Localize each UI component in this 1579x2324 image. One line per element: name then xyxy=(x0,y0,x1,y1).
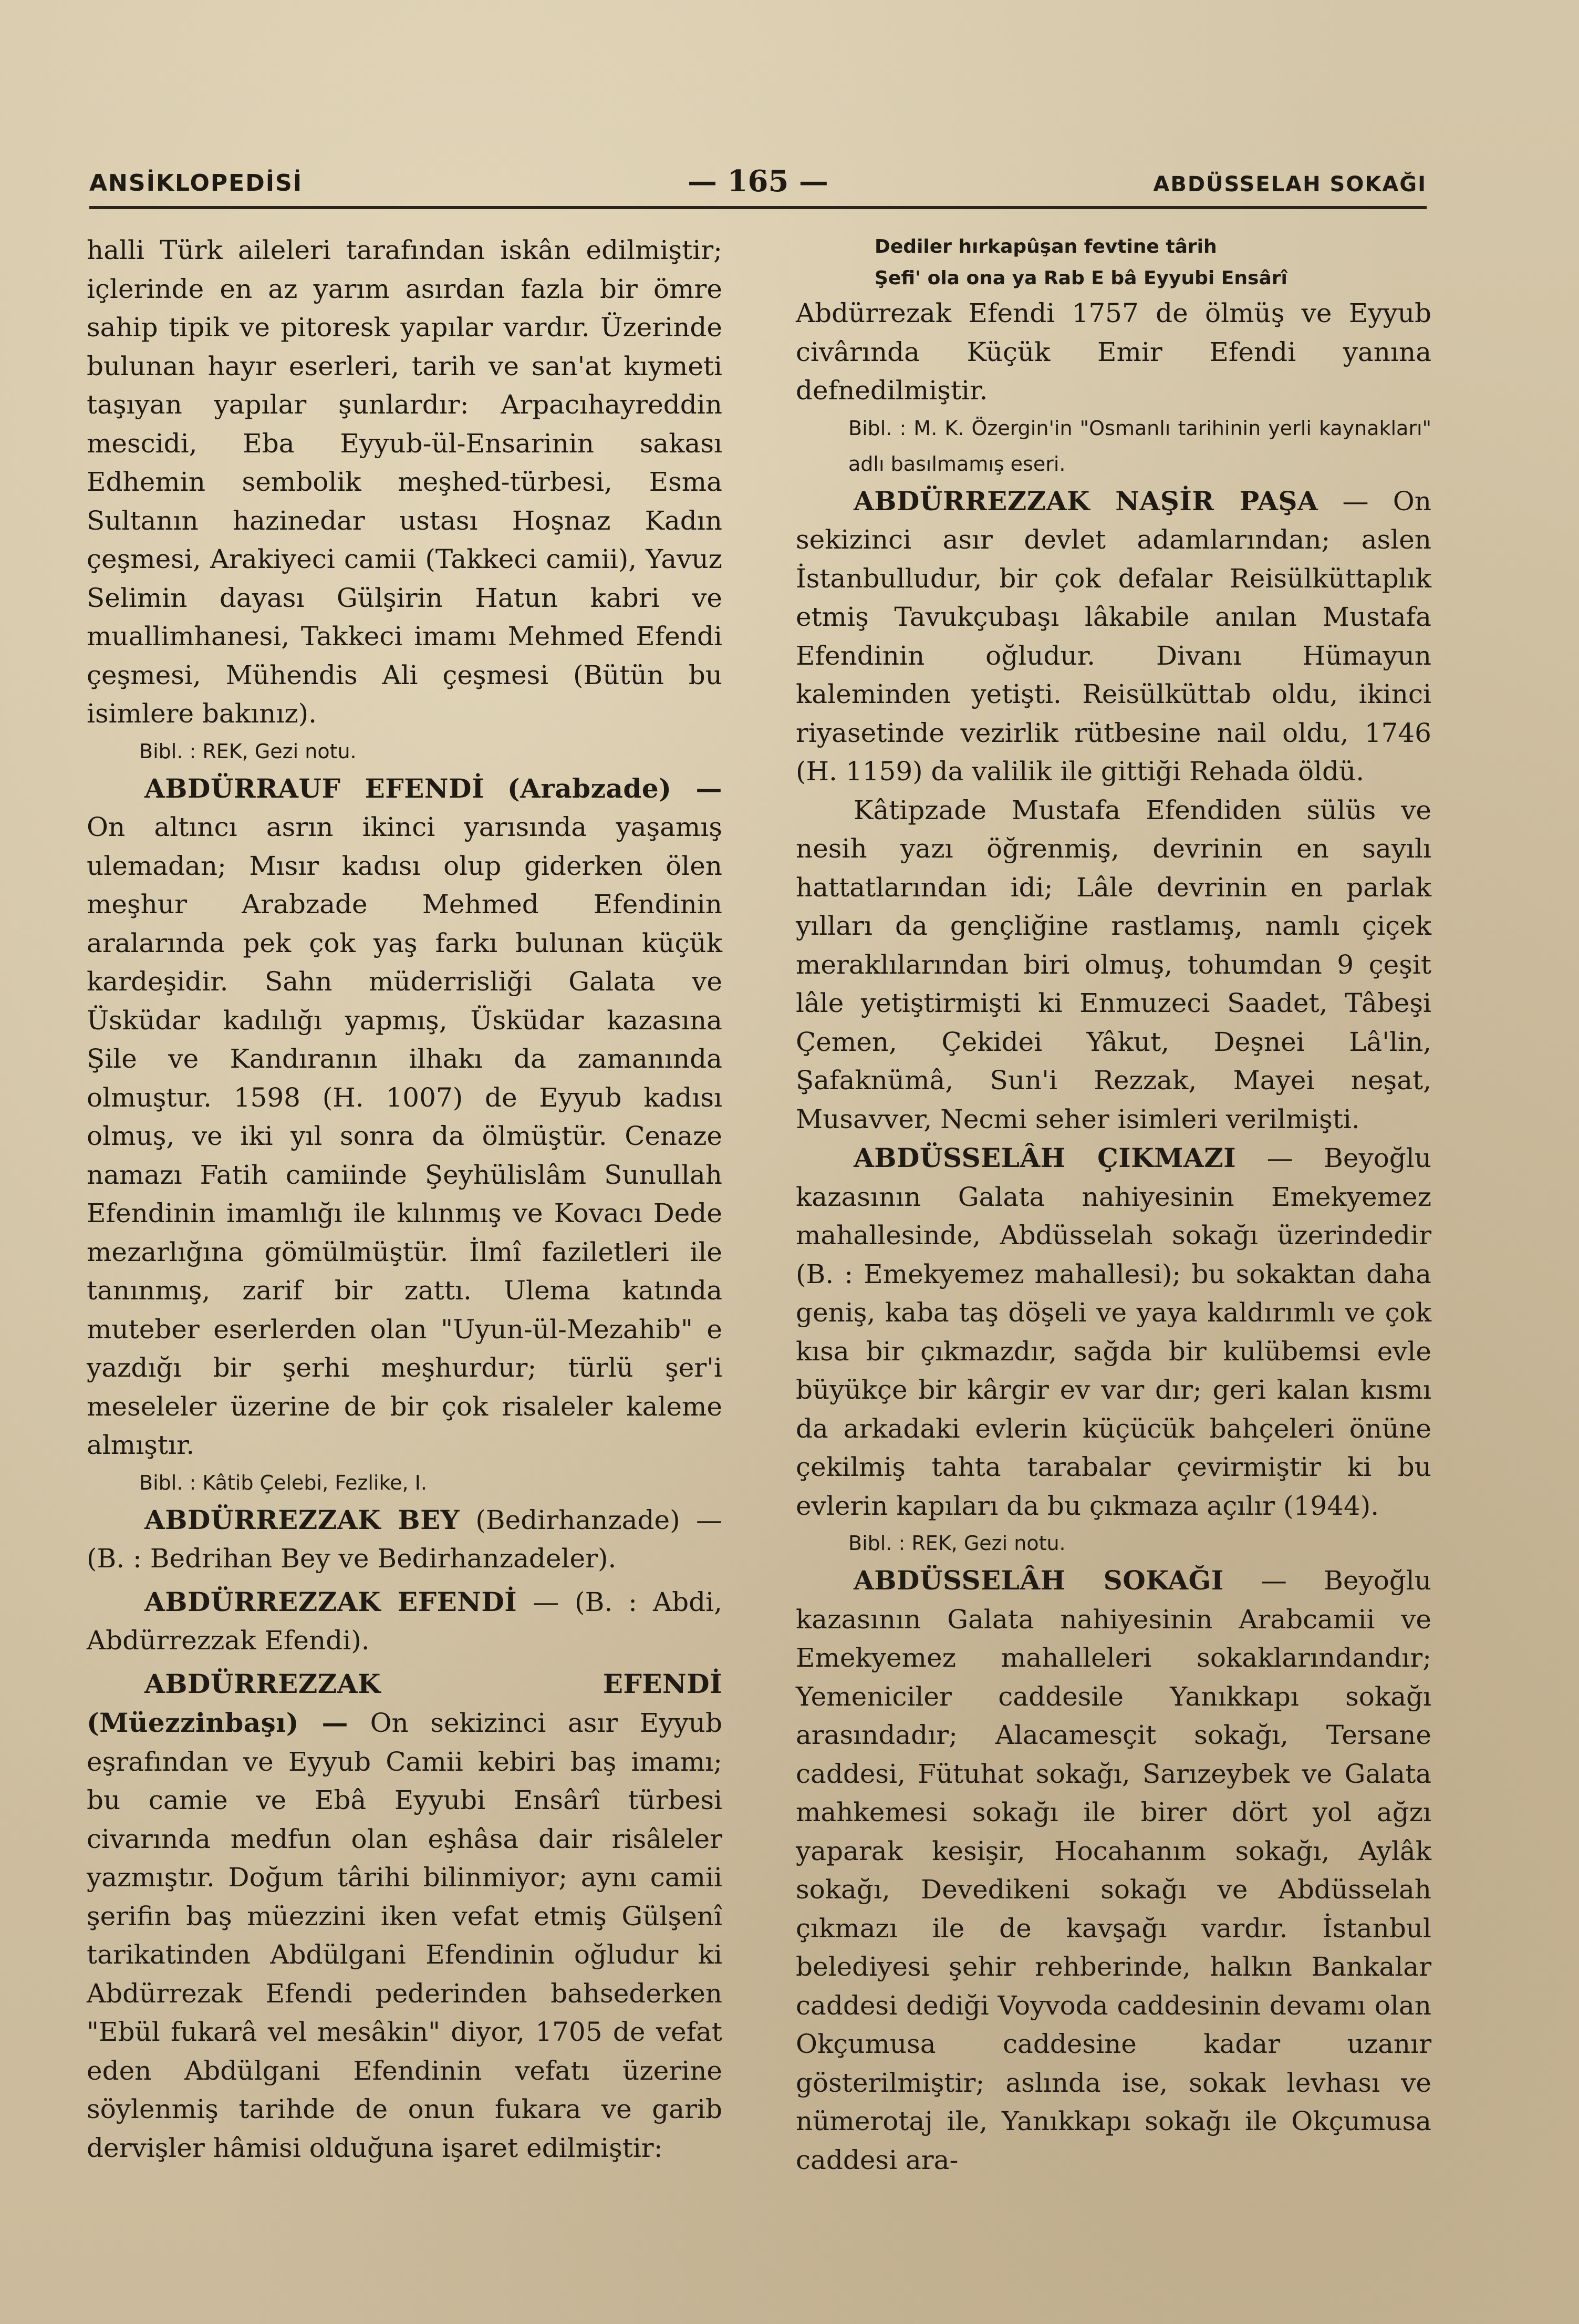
verse-line: Dediler hırkapûşan fevtine târih xyxy=(875,236,1217,257)
entry-abdurrezzak-efendi xyxy=(87,1583,722,1660)
entry-body: — Beyoğlu kazasının Galata nahiyesinin Emekyemez mahallesinde, Abdüsselah sokağı üzerindedir (B. : Emekyemez mahallesi); bu sokaktan daha geniş, kaba taş döşeli ve yaya kaldırımlı ve çok kısa bir çıkmazdır, sağda bir kulübemsi evle büyükçe bir kârgir ev var dır; geri kalan kısmı da arkadaki evlerin küçücük bahçeleri önüne çekilmiş tahta tarabalar çevirmiştir ki bu evlerin kapıları da bu çıkmaza açılır (1944). xyxy=(796,1143,1432,1521)
header-rule xyxy=(89,206,1427,209)
entry-subtitle: (Arabzade) — xyxy=(507,772,722,804)
paragraph: Abdürrezak Efendi 1757 de ölmüş ve Eyyub civârında Küçük Emir Efendi yanına defnedilmiştir. xyxy=(796,298,1431,406)
bibliography: Bibl. : Kâtib Çelebi, Fezlike, I. xyxy=(139,1471,427,1494)
verse-line: Şefi' ola ona ya Rab E bâ Eyyubi Ensârî xyxy=(875,267,1287,289)
entry-headword: ABDÜSSELÂH SOKAĞI xyxy=(854,1565,1224,1596)
entry-headword: ABDÜSSELÂH ÇIKMAZI xyxy=(854,1142,1237,1173)
entry-headword: ABDÜRREZZAK BEY xyxy=(144,1504,460,1535)
entry-body: On sekizinci asır Eyyub eşrafından ve Eyyub Camii kebiri baş imamı; bu camie ve Ebâ Eyyubi Ensârî türbesi civarında medfun olan eşhâsa dair risâleler yazmıştır. Doğum târihi bilinmiyor; aynı camii şerifin baş müezzini iken vefat etmiş Gülşenî tarikatinden Abdülgani Efendinin oğludur ki Abdürrezak Efendi pederinden bahsederken "Ebül fukarâ vel mesâkin" diyor, 1705 de vefat eden Abdülgani Efendinin vefatı üzerine söylenmiş tarihde de onun fukara ve garib dervişler hâmisi olduğuna işaret edilmiştir: xyxy=(87,1708,722,2163)
entry-abdurrezzak-nasir-pasa xyxy=(796,482,1431,791)
entry-headword: ABDÜRREZZAK NAŞİR PAŞA xyxy=(854,485,1318,517)
entry-body: — On sekizinci asır devlet adamlarından; aslen İstanbulludur, bir çok defalar Reisülküttaplık etmiş Tavukçubaşı lâkabile anılan Mustafa Efendinin oğludur. Divanı Hümayun kaleminden yetişti. Reisülküttab oldu, ikinci riyasetinde vezirlik rütbesine nail oldu, 1746 (H. 1159) da valilik ile gittiği Rehada öldü. xyxy=(796,486,1431,787)
bibliography: Bibl. : REK, Gezi notu. xyxy=(848,1532,1066,1555)
entry-subtitle: (Müezzinbaşı) — xyxy=(87,1707,349,1738)
continued-paragraph: halli Türk aileleri tarafından iskân edilmiştir; içlerinde en az yarım asırdan fazla bir ömre sahip tipik ve pitoresk yapılar vardır. Üzerinde bulunan hayır eserleri, tarih ve san'at kıymeti taşıyan yapılar şunlardır: Arpacıhayreddin mescidi, Eba Eyyub-ül-Ensarinin sakası Edhemin sembolik meşhed-türbesi, Esma Sultanın hazinedar ustası Hoşnaz Kadın çeşmesi, Arakiyeci camii (Takkeci camii), Yavuz Selimin dayası Gülşirin Hatun kabri ve muallimhanesi, Takkeci imamı Mehmed Efendi çeşmesi, Mühendis Ali çeşmesi (Bütün bu isimlere bakınız). xyxy=(87,235,722,729)
entry-headword: ABDÜRREZZAK EFENDİ xyxy=(144,1668,722,1699)
entry-abdusselah-sokagi xyxy=(796,1561,1431,2180)
entry-abdurrezzak-efendi-muezzinbasi xyxy=(87,1665,722,2168)
running-header xyxy=(89,162,1427,209)
entry-abdurrauf-efendi xyxy=(87,769,722,1465)
header-right-title: ABDÜSSELAH SOKAĞI xyxy=(1153,172,1427,197)
entry-headword: ABDÜRRAUF EFENDİ xyxy=(144,772,484,804)
page-number: — 165 — xyxy=(688,164,828,199)
header-left-title: ANSİKLOPEDİSİ xyxy=(89,170,303,197)
entry-abdurrezzak-bey xyxy=(87,1501,722,1578)
entry-body: — (B. : Abdi, Abdürrezzak Efendi). xyxy=(87,1586,722,1656)
entry-headword: ABDÜRREZZAK EFENDİ xyxy=(144,1586,517,1617)
bibliography: Bibl. : REK, Gezi notu. xyxy=(139,739,357,763)
bibliography: Bibl. : M. K. Özergin'in "Osmanlı tarihinin yerli kaynakları" adlı basılmamış eseri. xyxy=(848,416,1431,476)
paragraph: Kâtipzade Mustafa Efendiden sülüs ve nesih yazı öğrenmiş, devrinin en sayılı hattatlarından idi; Lâle devrinin en parlak yılları da gençliğine rastlamış, namlı çiçek meraklılarından biri olmuş, tohumdan 9 çeşit lâle yetiştirmişti ki Enmuzeci Saadet, Tâbeşi Çemen, Çekidei Yâkut, Deşnei Lâ'lin, Şafaknümâ, Sun'i Rezzak, Mayei neşat, Musavver, Necmi seher isimleri verilmişti. xyxy=(796,794,1431,1134)
entry-body: On altıncı asrın ikinci yarısında yaşamış ulemadan; Mısır kadısı olup giderken ölen meşhur Arabzade Mehmed Efendinin aralarında pek çok yaş farkı bulunan küçük kardeşidir. Sahn müderrisliği Galata ve Üsküdar kadılığı yapmış, Üsküdar kazasına Şile ve Kandıranın ilhakı da zamanında olmuştur. 1598 (H. 1007) de Eyyub kadısı olmuş, ve iki yıl sonra da ölmüştür. Cenaze namazı Fatih camiinde Şeyhülislâm Sunullah Efendinin imamlığı ile kılınmış ve Kovacı Dede mezarlığına gömülmüştür. İlmî faziletleri ile tanınmış, zarif bir zattı. Ulema katında muteber eserlerden olan "Uyun-ül-Mezahib" e yazdığı bir şerhi meşhurdur; türlü şer'i meseleler üzerine de bir çok risaleler kaleme almıştır. xyxy=(87,812,722,1460)
entry-abdusselah-cikmazi xyxy=(796,1139,1431,1525)
entry-body: — Beyoğlu kazasının Galata nahiyesinin Arabcamii ve Emekyemez mahalleleri sokaklarındandır; Yemeniciler caddesile Yanıkkapı sokağı arasındadır; Alacamesçit sokağı, Tersane caddesi, Fütuhat sokağı, Sarızeybek ve Galata mahkemesi sokağı ile birer dört yol ağzı yaparak kesişir, Hocahanım sokağı, Aylâk sokağı, Devedikeni sokağı ve Abdüsselah çıkmazı ile de kavşağı vardır. İstanbul belediyesi şehir rehberinde, halkın Bankalar caddesi dediği Voyvoda caddesinin devamı olan Okçumusa caddesine kadar uzanır gösterilmiştir; aslında ise, sokak levhası ve nümerotaj ile, Yanıkkapı sokağı ile Okçumusa caddesi ara- xyxy=(796,1565,1431,2175)
entry-body: (Bedirhanzade) — (B. : Bedrihan Bey ve Bedirhanzadeler). xyxy=(87,1504,722,1574)
right-column xyxy=(796,231,1431,2180)
left-column xyxy=(87,231,722,2167)
